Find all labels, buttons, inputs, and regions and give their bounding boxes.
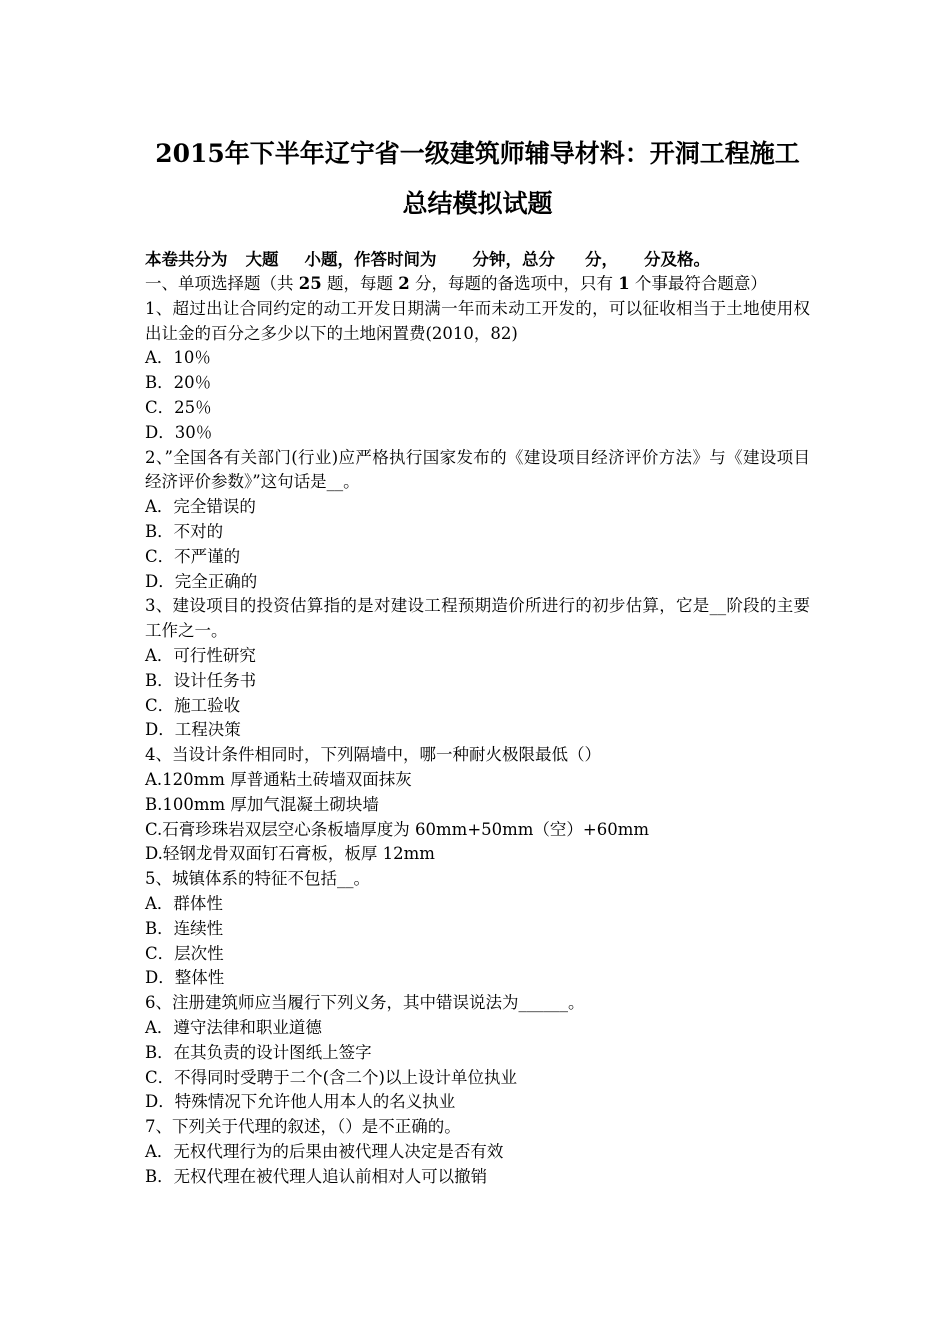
- answer-option: A．可行性研究: [145, 645, 256, 665]
- answer-option: D．特殊情况下允许他人用本人的名义执业: [145, 1092, 456, 1112]
- question-stem: 5、城镇体系的特征不包括__。: [145, 869, 370, 889]
- document-title-line2: 总结模拟试题: [402, 189, 553, 218]
- answer-option: B．连续性: [145, 918, 224, 938]
- answer-option: A．完全错误的: [145, 497, 256, 517]
- answer-option: C．不严谨的: [145, 546, 241, 566]
- info-part: 小题，作答时间为: [304, 250, 437, 269]
- question-stem: 3、建设项目的投资估算指的是对建设工程预期造价所进行的初步估算，它是__阶段的主要工作之一。: [145, 596, 810, 641]
- answer-option: C．不得同时受聘于二个(含二个)以上设计单位执业: [145, 1067, 517, 1087]
- info-part: 本卷共分为: [145, 250, 228, 269]
- answer-option: D．整体性: [145, 968, 225, 988]
- answer-option: D．30％: [145, 422, 213, 442]
- question-list: [145, 297, 810, 1190]
- section-text: 个事最符合题意）: [629, 274, 767, 293]
- info-part: 分及格。: [644, 250, 710, 269]
- answer-option: D．完全正确的: [145, 571, 258, 591]
- answer-option: C．25％: [145, 397, 212, 417]
- answer-count: 1: [618, 274, 630, 293]
- answer-option: A．10％: [145, 348, 211, 368]
- answer-option: B．设计任务书: [145, 670, 257, 690]
- answer-option: B．在其负责的设计图纸上签字: [145, 1042, 372, 1062]
- answer-option: B．不对的: [145, 521, 224, 541]
- answer-option: C.石膏珍珠岩双层空心条板墙厚度为 60mm+50mm（空）+60mm: [145, 819, 650, 839]
- question-stem: 4、当设计条件相同时，下列隔墙中，哪一种耐火极限最低（）: [145, 745, 601, 765]
- question-count: 25: [298, 274, 322, 293]
- answer-option: C．层次性: [145, 943, 224, 963]
- answer-option: C．施工验收: [145, 695, 241, 715]
- section-text: 一、单项选择题（共: [145, 274, 299, 293]
- answer-option: D．工程决策: [145, 720, 241, 740]
- info-part: 分，: [585, 250, 618, 269]
- document-page: [145, 128, 810, 1189]
- answer-option: A．群体性: [145, 893, 223, 913]
- answer-option: B．20％: [145, 373, 212, 393]
- section-text: 题，每题: [321, 274, 399, 293]
- question-score: 2: [398, 274, 410, 293]
- answer-option: B．无权代理在被代理人追认前相对人可以撤销: [145, 1166, 488, 1186]
- answer-option: A．无权代理行为的后果由被代理人决定是否有效: [145, 1141, 504, 1161]
- document-title-line1: 2015年下半年辽宁省一级建筑师辅导材料：开洞工程施工: [155, 139, 800, 168]
- question-stem: 1、超过出让合同约定的动工开发日期满一年而未动工开发的，可以征收相当于土地使用权出让金的百分之多少以下的土地闲置费(2010，82): [145, 298, 810, 343]
- exam-info: [145, 247, 810, 272]
- answer-option: B.100mm 厚加气混凝土砌块墙: [145, 794, 379, 814]
- question-stem: 6、注册建筑师应当履行下列义务，其中错误说法为______。: [145, 993, 585, 1013]
- info-part: 大题: [245, 250, 279, 269]
- section-heading: [145, 272, 810, 297]
- info-part: 分钟，总分: [472, 250, 555, 269]
- answer-option: A.120mm 厚普通粘土砖墙双面抹灰: [145, 769, 412, 789]
- question-stem: 7、下列关于代理的叙述，（）是不正确的。: [145, 1117, 461, 1137]
- section-text: 分，每题的备选项中，只有: [409, 274, 619, 293]
- answer-option: D.轻钢龙骨双面钉石膏板，板厚 12mm: [145, 844, 435, 864]
- question-stem: 2、”全国各有关部门(行业)应严格执行国家发布的《建设项目经济评价方法》与《建设项目经济评价参数》”这句话是__。: [145, 447, 810, 492]
- answer-option: A．遵守法律和职业道德: [145, 1017, 322, 1037]
